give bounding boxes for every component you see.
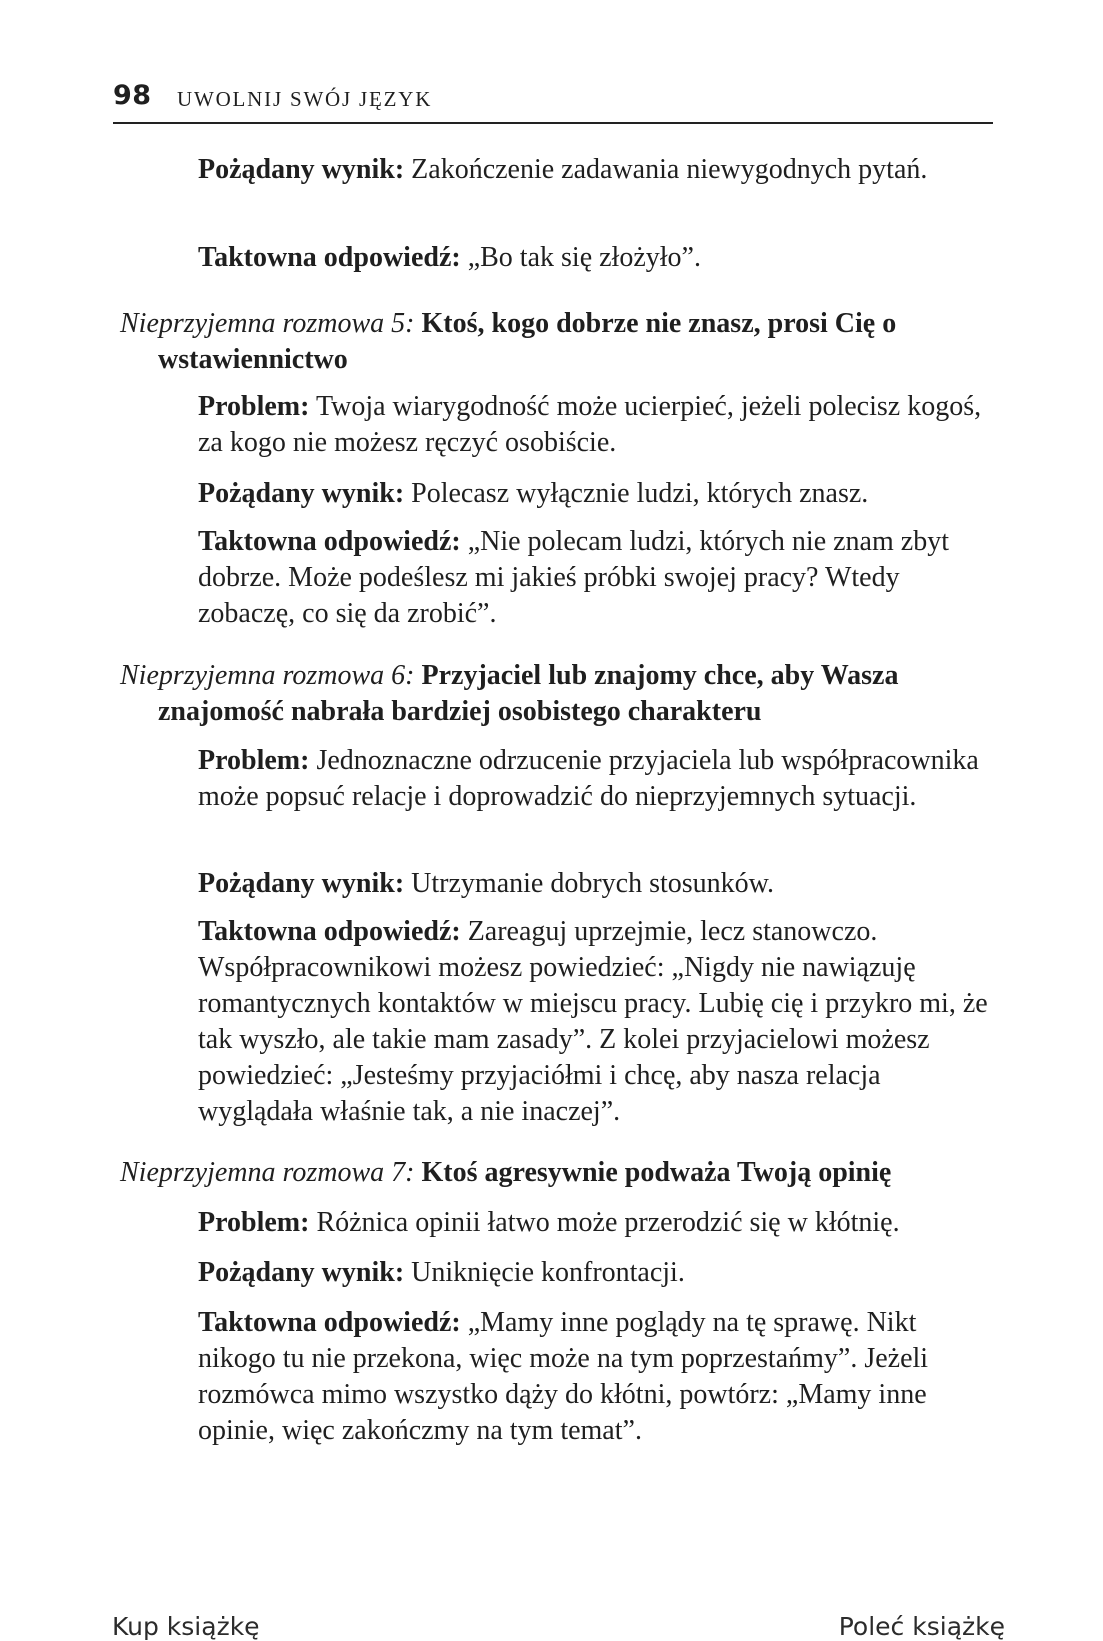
- paragraph-label: Taktowna odpowiedź:: [198, 1307, 461, 1338]
- paragraph-text: Utrzymanie dobrych stosunków.: [411, 868, 775, 899]
- problem-paragraph: [198, 389, 990, 461]
- running-header: [113, 78, 993, 124]
- paragraph-label: Pożądany wynik:: [198, 868, 405, 899]
- paragraph-label: Taktowna odpowiedź:: [198, 242, 461, 273]
- page-number: 98: [113, 80, 152, 111]
- book-title: UWOLNIJ SWÓJ JĘZYK: [177, 87, 433, 111]
- tactful-answer-paragraph: [198, 914, 990, 1130]
- conversation-heading-7: [120, 1155, 1028, 1191]
- paragraph-label: Pożądany wynik:: [198, 478, 405, 509]
- tactful-answer-paragraph: [198, 240, 990, 276]
- buy-book-link[interactable]: Kup książkę: [112, 1612, 260, 1641]
- paragraph-label: Problem:: [198, 1207, 310, 1238]
- paragraph-label: Problem:: [198, 745, 310, 776]
- heading-series: Nieprzyjemna rozmowa 7:: [120, 1157, 415, 1188]
- problem-paragraph: [198, 1205, 990, 1241]
- paragraph-text: Twoja wiarygodność może ucierpieć, jeżeli polecisz kogoś, za kogo nie możesz ręczyć osobiście.: [198, 391, 982, 458]
- paragraph-label: Taktowna odpowiedź:: [198, 916, 461, 947]
- paragraph-label: Taktowna odpowiedź:: [198, 526, 461, 557]
- paragraph-text: Jednoznaczne odrzucenie przyjaciela lub współpracownika może popsuć relacje i doprowadzić do nieprzyjemnych sytuacji.: [198, 745, 979, 812]
- paragraph-label: Pożądany wynik:: [198, 1257, 405, 1288]
- paragraph-text: Zakończenie zadawania niewygodnych pytań.: [411, 154, 928, 185]
- desired-result-paragraph: [198, 476, 990, 512]
- conversation-heading-5: [120, 306, 1028, 378]
- paragraph-label: Problem:: [198, 391, 310, 422]
- paragraph-text: Polecasz wyłącznie ludzi, których znasz.: [411, 478, 869, 509]
- heading-title: Ktoś, kogo dobrze nie znasz, prosi Cię o wstawiennictwo: [158, 308, 897, 375]
- paragraph-text: Uniknięcie konfrontacji.: [411, 1257, 685, 1288]
- problem-paragraph: [198, 743, 990, 815]
- desired-result-paragraph: [198, 152, 990, 188]
- heading-title: Ktoś agresywnie podważa Twoją opinię: [421, 1157, 892, 1188]
- conversation-heading-6: [120, 658, 1028, 730]
- heading-series: Nieprzyjemna rozmowa 6:: [120, 660, 415, 691]
- tactful-answer-paragraph: [198, 1305, 990, 1449]
- paragraph-text: Różnica opinii łatwo może przerodzić się w kłótnię.: [316, 1207, 900, 1238]
- heading-series: Nieprzyjemna rozmowa 5:: [120, 308, 415, 339]
- tactful-answer-paragraph: [198, 524, 990, 632]
- desired-result-paragraph: [198, 1255, 990, 1291]
- paragraph-text: „Nie polecam ludzi, których nie znam zbyt dobrze. Może podeślesz mi jakieś próbki swojej pracy? Wtedy zobaczę, co się da zrobić”.: [198, 526, 949, 629]
- paragraph-text: „Mamy inne poglądy na tę sprawę. Nikt nikogo tu nie przekona, więc może na tym poprzestańmy”. Jeżeli rozmówca mimo wszystko dąży do kłótni, powtórz: „Mamy inne opinie, więc zakończmy na tym temat”.: [198, 1307, 929, 1446]
- paragraph-text: „Bo tak się złożyło”.: [467, 242, 701, 273]
- heading-title: Przyjaciel lub znajomy chce, aby Wasza znajomość nabrała bardziej osobistego charakteru: [158, 660, 899, 727]
- desired-result-paragraph: [198, 866, 990, 902]
- paragraph-text: Zareaguj uprzejmie, lecz stanowczo. Współpracownikowi możesz powiedzieć: „Nigdy nie nawiązuję romantycznych kontaktów w miejscu pracy. Lubię cię i przykro mi, że tak wyszło, ale takie mam zasady”. Z kolei przyjacielowi możesz powiedzieć: „Jesteśmy przyjaciółmi i chcę, aby nasza relacja wyglądała właśnie tak, a nie inaczej”.: [198, 916, 988, 1127]
- recommend-book-link[interactable]: Poleć książkę: [838, 1612, 1005, 1641]
- paragraph-label: Pożądany wynik:: [198, 154, 405, 185]
